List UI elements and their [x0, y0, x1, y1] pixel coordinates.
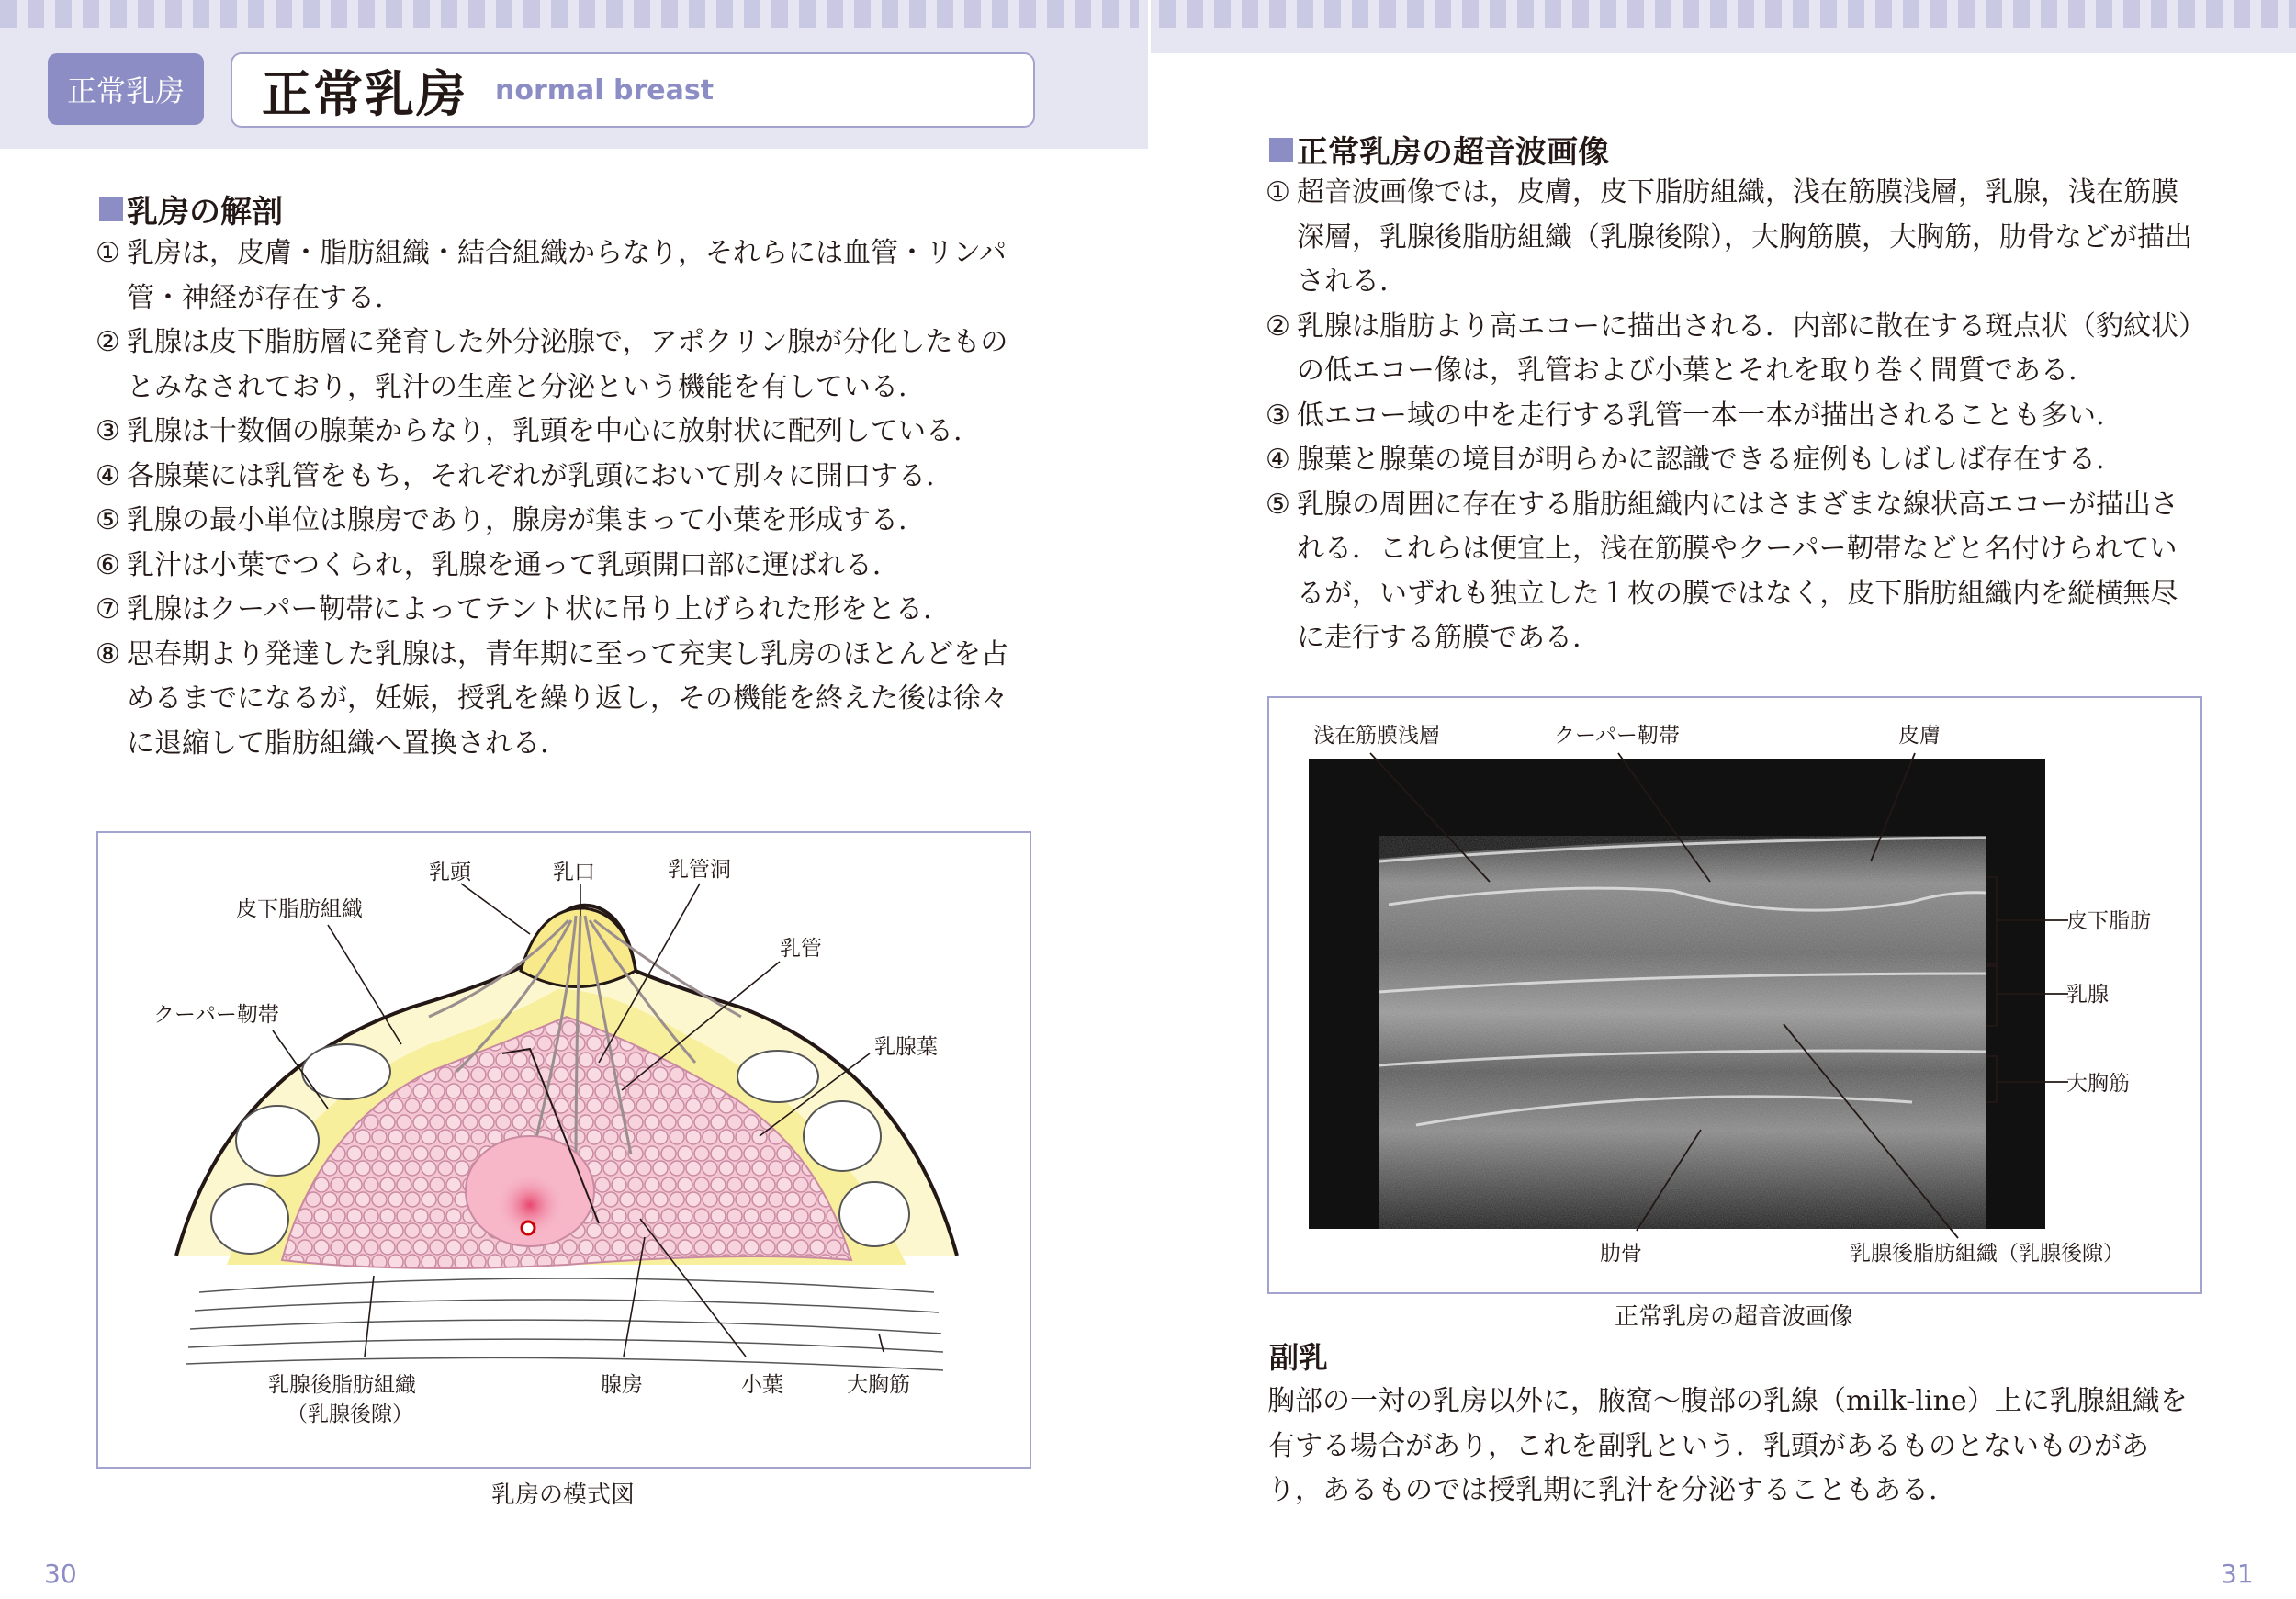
label-pectoralis: 大胸筋: [847, 1373, 910, 1397]
list-item: ① 乳房は，皮膚・脂肪組織・結合組織からなり，それらには血管・リンパ管・神経が存在する.: [96, 237, 1007, 314]
list-item: ⑦ 乳腺はクーパー靭帯によってテント状に吊り上げられた形をとる.: [96, 593, 932, 625]
list-item: ③ 低エコー域の中を走行する乳管一本一本が描出されることも多い.: [1266, 399, 2105, 432]
ultrasound-svg: [1269, 698, 2200, 1292]
label-subcutaneous-fat-us: 皮下脂肪: [2066, 909, 2151, 933]
list-item: ⑧ 思春期より発達した乳腺は，青年期に至って充実し乳房のほとんどを占めるまでになるが，妊娠，授乳を繰り返し，その機能を終えた後は徐々に退縮して脂肪組織へ置換される.: [96, 637, 1008, 760]
ultrasound-section-heading: [1269, 127, 1609, 172]
chapter-tag: 正常乳房: [48, 53, 204, 125]
list-item: ① 超音波画像では，皮膚，皮下脂肪組織，浅在筋膜浅層，乳腺，浅在筋膜深層，乳腺後脂肪組織（乳腺後隙），大胸筋膜，大胸筋，肋骨などが描出される.: [1266, 176, 2192, 298]
label-subcutaneous-fat: 皮下脂肪組織: [236, 897, 363, 921]
breast-schematic-svg: [98, 833, 1030, 1467]
heading-square-icon: [1269, 138, 1293, 162]
breast-schematic-figure: [96, 831, 1031, 1469]
label-retromammary-1: 乳腺後脂肪組織: [268, 1373, 416, 1397]
anatomy-section-heading: [99, 186, 283, 231]
acinus-marker: [522, 1222, 535, 1234]
title-box: [231, 52, 1035, 128]
accessory-text: 胸部の一対の乳房以外に，腋窩〜腹部の乳線（milk-line）上に乳腺組織を有する場合があり，これを副乳という．乳頭があるものとないものがあり，あるものでは授乳期に乳汁を分泌することもある.: [1267, 1385, 2188, 1506]
label-cooper-us: クーパー靭帯: [1554, 724, 1680, 748]
left-dash-pattern: [0, 0, 1139, 28]
label-lobe: 乳腺葉: [874, 1035, 938, 1059]
page-title: 正常乳房: [262, 64, 467, 123]
list-item: ⑥ 乳汁は小葉でつくられ，乳腺を通って乳頭開口部に運ばれる.: [96, 548, 882, 581]
right-dash-pattern: [1159, 0, 2296, 28]
accessory-title: 副乳: [1269, 1340, 1329, 1375]
label-retromammary-us: 乳腺後脂肪組織（乳腺後隙）: [1850, 1242, 2124, 1266]
ultrasound-section-title: 正常乳房の超音波画像: [1297, 134, 1609, 171]
list-item: ④ 各腺葉には乳管をもち，それぞれが乳頭において別々に開口する.: [96, 459, 935, 492]
page-number-left: 30: [44, 1559, 77, 1589]
page-title-english: normal breast: [495, 73, 715, 107]
ultrasound-figure: [1267, 696, 2202, 1294]
schematic-caption: 乳房の模式図: [490, 1481, 635, 1509]
label-mammary-gland: 乳腺: [2066, 983, 2109, 1007]
label-duct: 乳管: [780, 937, 822, 961]
label-lobule: 小葉: [741, 1373, 783, 1397]
label-duct-opening: 乳口: [553, 861, 595, 884]
pectoralis-muscle: [186, 1274, 943, 1384]
label-nipple: 乳頭: [429, 861, 471, 884]
ultrasound-list: [1266, 171, 2202, 661]
anatomy-list: [96, 231, 1032, 766]
label-acinus: 腺房: [601, 1373, 643, 1397]
label-sinus: 乳管洞: [668, 858, 731, 882]
list-item: ⑤ 乳腺の最小単位は腺房であり，腺房が集まって小葉を形成する.: [96, 504, 907, 536]
label-rib: 肋骨: [1600, 1242, 1642, 1266]
label-pectoralis-us: 大胸筋: [2066, 1072, 2130, 1096]
list-item: ② 乳腺は脂肪より高エコーに描出される．内部に散在する斑点状（豹紋状）の低エコー像は，乳管および小葉とそれを取り巻く間質である.: [1266, 310, 2192, 387]
list-item: ④ 腺葉と腺葉の境目が明らかに認識できる症例もしばしば存在する.: [1266, 444, 2105, 476]
list-item: ③ 乳腺は十数個の腺葉からなり，乳頭を中心に放射状に配列している.: [96, 415, 962, 447]
heading-square-icon: [99, 197, 123, 221]
anatomy-section-title: 乳房の解剖: [127, 194, 283, 231]
label-retromammary-2: （乳腺後隙）: [287, 1402, 413, 1426]
list-item: ⑤ 乳腺の周囲に存在する脂肪組織内にはさまざまな線状高エコーが描出される．これらは便宜上，浅在筋膜やクーパー靭帯などと名付けられているが，いずれも独立した１枚の膜ではなく，皮下脂肪組織内を縦横無尽に走行する筋膜である.: [1266, 488, 2178, 654]
page-number-right: 31: [2221, 1559, 2254, 1589]
list-item: ② 乳腺は皮下脂肪層に発育した外分泌腺で，アポクリン腺が分化したものとみなされており，乳汁の生産と分泌という機能を有している.: [96, 326, 1008, 403]
ultrasound-caption: 正常乳房の超音波画像: [1614, 1303, 1853, 1331]
label-superficial-fascia: 浅在筋膜浅層: [1313, 724, 1440, 748]
label-skin: 皮膚: [1898, 724, 1941, 748]
label-cooper: クーパー靭帯: [153, 1003, 279, 1027]
